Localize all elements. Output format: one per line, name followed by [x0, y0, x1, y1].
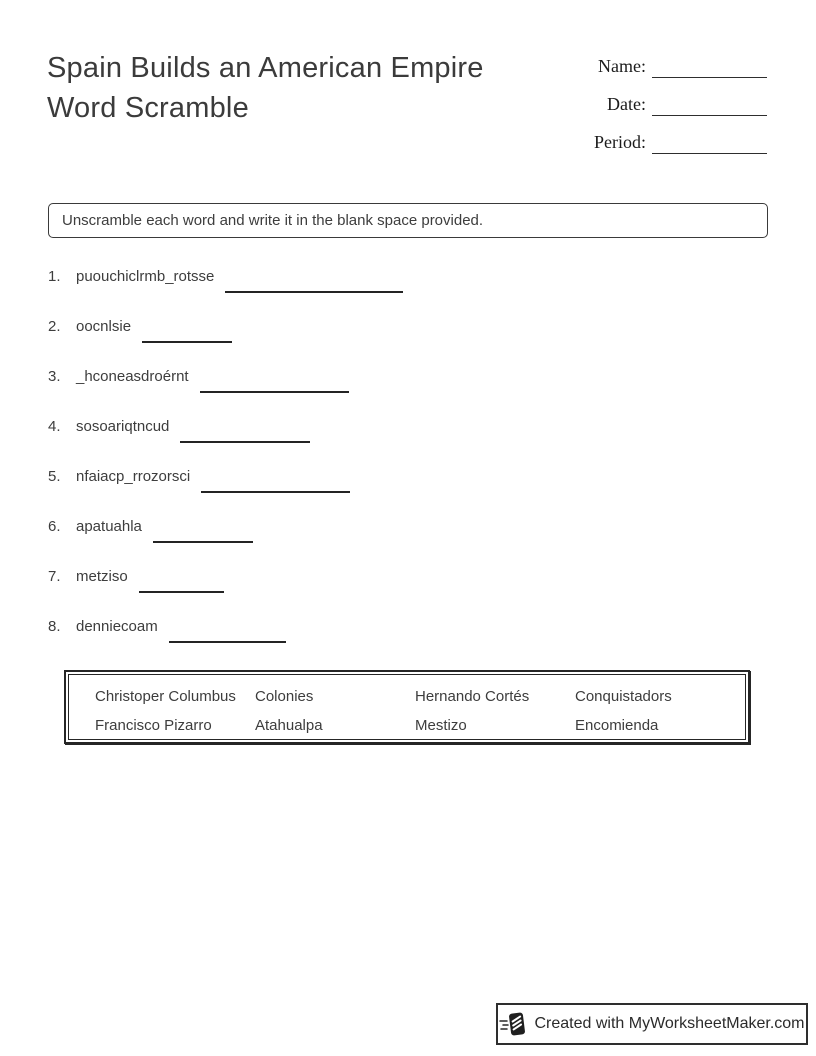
date-field-row [594, 78, 767, 116]
word-bank [64, 670, 750, 744]
item-number: 7. [48, 568, 61, 585]
item-number: 6. [48, 518, 61, 535]
answer-blank[interactable] [225, 277, 403, 293]
word-bank-entry: Hernando Cortés [415, 688, 530, 705]
student-info-fields [594, 40, 767, 154]
scramble-item-3 [48, 368, 403, 389]
word-bank-grid [68, 674, 746, 740]
scrambled-word: denniecoam [76, 618, 158, 635]
page-title-line2: Word Scramble [47, 92, 249, 124]
word-bank-entry: Colonies [255, 688, 314, 705]
item-number: 2. [48, 318, 61, 335]
footer-credit-text: Created with MyWorksheetMaker.com [534, 1015, 805, 1032]
footer-credit[interactable] [496, 1003, 808, 1045]
word-bank-entry: Atahualpa [255, 717, 323, 734]
date-label: Date: [607, 94, 646, 114]
word-bank-entry: Mestizo [415, 717, 467, 734]
word-bank-entry: Christoper Columbus [95, 688, 236, 705]
date-blank[interactable] [652, 93, 767, 116]
item-number: 8. [48, 618, 61, 635]
scramble-item-6 [48, 518, 403, 539]
instructions-text: Unscramble each word and write it in the blank space provided. [62, 212, 484, 229]
word-bank-entry: Conquistadors [575, 688, 672, 705]
scrambled-word: _hconeasdroérnt [76, 368, 189, 385]
period-blank[interactable] [652, 131, 767, 154]
period-label: Period: [594, 132, 646, 152]
answer-blank[interactable] [200, 377, 349, 393]
myworksheetmaker-logo-icon [499, 1011, 527, 1038]
item-number: 3. [48, 368, 61, 385]
name-blank[interactable] [652, 55, 767, 78]
instructions-box [48, 203, 768, 238]
scramble-item-8 [48, 618, 403, 639]
name-field-row [594, 40, 767, 78]
answer-blank[interactable] [142, 327, 232, 343]
scramble-item-7 [48, 568, 403, 589]
answer-blank[interactable] [169, 627, 286, 643]
scramble-item-5 [48, 468, 403, 489]
item-number: 4. [48, 418, 61, 435]
scramble-item-2 [48, 318, 403, 339]
page-title-line1: Spain Builds an American Empire [47, 52, 484, 84]
item-number: 5. [48, 468, 61, 485]
word-bank-entry: Encomienda [575, 717, 659, 734]
name-label: Name: [598, 56, 646, 76]
scramble-item-1 [48, 268, 403, 289]
answer-blank[interactable] [139, 577, 224, 593]
scrambled-word: oocnlsie [76, 318, 132, 335]
scrambled-word: puouchiclrmb_rotsse [76, 268, 215, 285]
answer-blank[interactable] [180, 427, 310, 443]
item-number: 1. [48, 268, 61, 285]
scrambled-word: metziso [76, 568, 128, 585]
period-field-row [594, 116, 767, 154]
page-title [47, 48, 484, 128]
scrambled-word: nfaiacp_rrozorsci [76, 468, 191, 485]
answer-blank[interactable] [201, 477, 350, 493]
answer-blank[interactable] [153, 527, 253, 543]
scrambled-word: apatuahla [76, 518, 142, 535]
scramble-item-list [48, 268, 403, 639]
scrambled-word: sosoariqtncud [76, 418, 170, 435]
scramble-item-4 [48, 418, 403, 439]
word-bank-entry: Francisco Pizarro [95, 717, 212, 734]
